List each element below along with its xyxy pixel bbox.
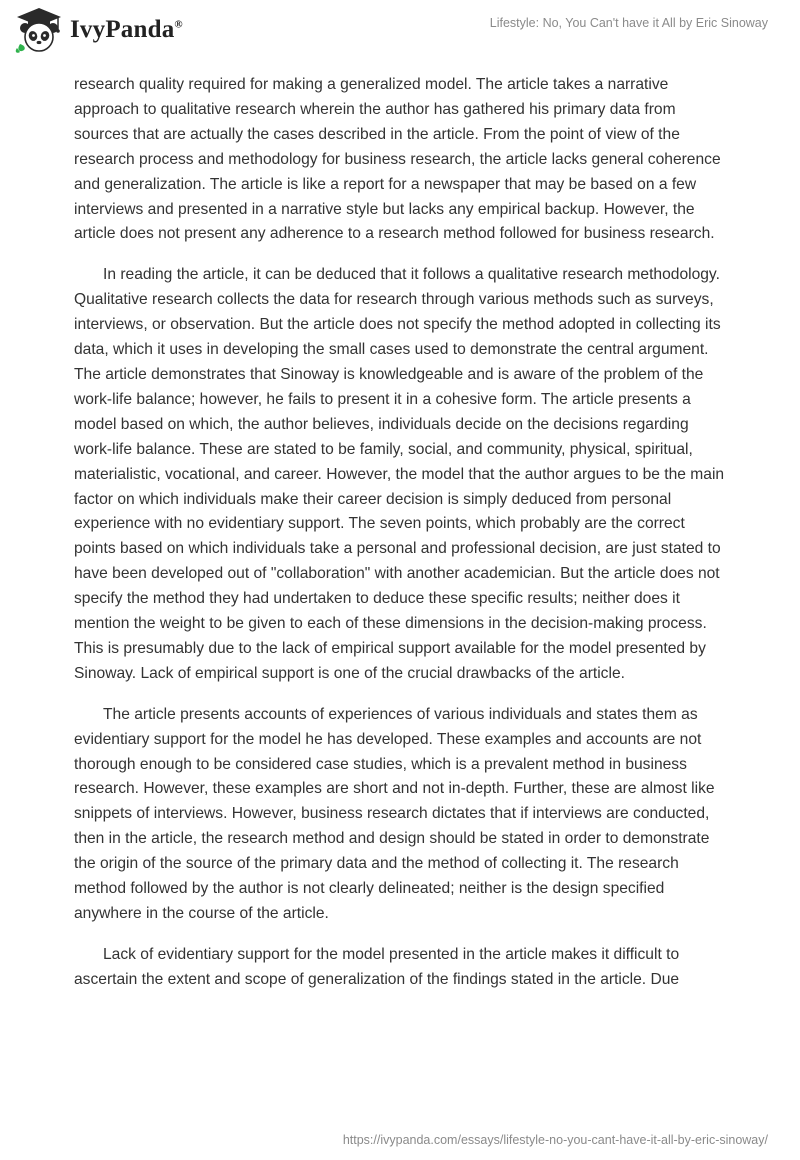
ivypanda-logo[interactable]	[14, 6, 183, 54]
paragraph: The article presents accounts of experiences of various individuals and states them as evidentiary support for the model he has developed. These examples and accounts are not thorough enough to be considered case studies, which is a prevalent method in business research. However, these examples are short and not in-depth. Further, these are almost like snippets of interviews. However, business research dictates that if interviews are conducted, then in the article, the research method and design should be stated in order to demonstrate the origin of the source of the primary data and the method of collecting it. The research method followed by the author is not clearly delineated; neither is the design specified anywhere in the course of the article.	[74, 705, 715, 922]
essay-body	[74, 73, 730, 1009]
panda-graduate-icon	[14, 6, 64, 54]
registered-mark: ®	[174, 18, 183, 31]
paragraph: Lack of evidentiary support for the model presented in the article makes it difficult to ascertain the extent and scope of generalization of the findings stated in the article. Due	[74, 945, 680, 988]
paragraph: In reading the article, it can be deduced that it follows a qualitative research methodology. Qualitative research collects the data for research through various methods such as surveys, interviews, or observation. But the article does not specify the method adopted in collecting its data, which it uses in developing the small cases used to demonstrate the central argument. The article demonstrates that Sinoway is knowledgeable and is aware of the problem of the work-life balance; however, he fails to present it in a cohesive form. The article presents a model based on which, the author believes, individuals decide on the decisions regarding work-life balance. These are stated to be family, social, and community, physical, spiritual, materialistic, vocational, and career. However, the model that the author argues to be the main factor on which individuals make their career decision is simply deduced from personal experience with no evidentiary support. The seven points, which probably are the correct points based on which individuals take a personal and professional decision, are just stated to have been developed out of "collaboration" with another academician. But the article does not specify the method they had undertaken to deduce these specific results; neither does it mention the weight to be given to each of these dimensions in the decision-making process. This is presumably due to the lack of empirical support available for the model presented by Sinoway. Lack of empirical support is one of the crucial drawbacks of the article.	[74, 266, 725, 682]
document-title: Lifestyle: No, You Can't have it All by Eric Sinoway	[489, 16, 768, 30]
source-url[interactable]: https://ivypanda.com/essays/lifestyle-no-you-cant-have-it-all-by-eric-sinoway/	[342, 1133, 768, 1147]
page-header	[0, 0, 800, 62]
brand-name: IvyPanda®	[70, 16, 183, 43]
paragraph: research quality required for making a generalized model. The article takes a narrative approach to qualitative research wherein the author has gathered his primary data from sources that are actually the cases described in the article. From the point of view of the research process and methodology for business research, the article lacks general coherence and generalization. The article is like a report for a newspaper that may be based on a few interviews and presented in a narrative style but lacks any empirical backup. However, the article does not present any adherence to a research method followed for business research.	[74, 76, 721, 243]
